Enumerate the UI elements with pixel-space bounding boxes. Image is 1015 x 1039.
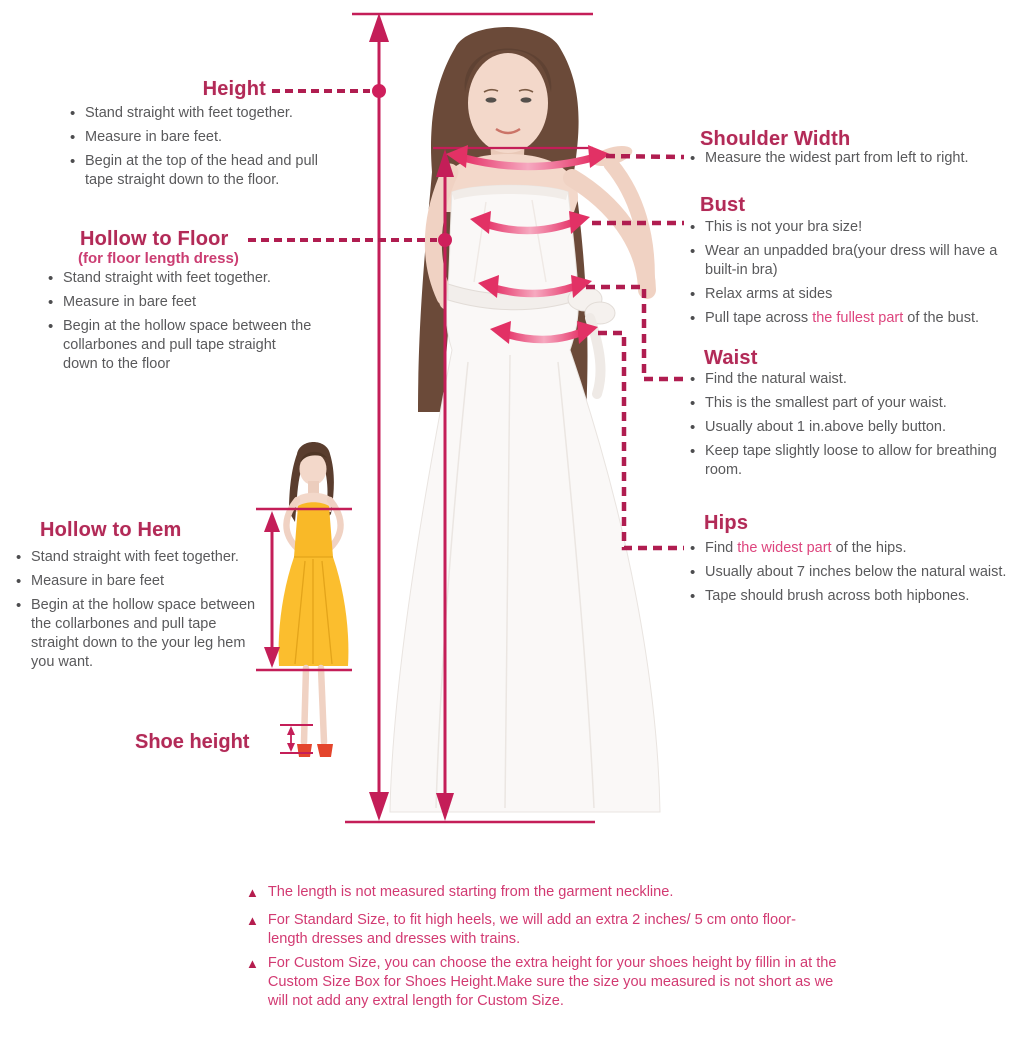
list-item: • Usually about 7 inches below the natural waist. [688,563,1010,582]
list-item: • Measure in bare feet [14,572,266,591]
list-item: • Begin at the hollow space between the collarbones and pull tape straight down to the your leg hem you want. [14,596,266,672]
hollow-to-floor-line [436,149,454,821]
footnote-1 [246,883,886,902]
height-bullets [68,104,330,195]
hollow-to-floor-title: Hollow to Floor [80,228,229,250]
bullet-text: of the hips. [831,540,907,556]
bullet-highlight-text: the widest part [737,540,832,556]
list-item: • Relax arms at sides [688,285,1012,304]
list-item: • This is not your bra size! [688,218,1012,237]
waist-arrow [478,275,592,298]
hollow-to-hem-bullets [14,548,266,677]
note-triangle-icon: ▲ [246,885,259,900]
hollow-to-hem-title: Hollow to Hem [40,519,182,541]
waist-title: Waist [704,347,758,369]
list-item: • Stand straight with feet together. [68,104,330,123]
hollow-to-hem-measure [256,509,352,670]
shoulder-width-title: Shoulder Width [700,128,851,150]
list-item: • Find the natural waist. [688,370,1008,389]
hollow-to-floor-subtitle: (for floor length dress) [78,250,239,267]
shoe-height-measure [280,725,313,753]
shoulder-connector [606,156,684,157]
list-item: • This is the smallest part of your waist. [688,394,1008,413]
bust-bullets [688,218,1012,333]
footnote-text: The length is not measured starting from the garment neckline. [267,884,674,900]
shoulder-width-bullets [688,149,1010,173]
bullet-text: Find [705,540,738,556]
list-item: • Tape should brush across both hipbones. [688,587,1010,606]
note-triangle-icon: ▲ [246,913,259,928]
bullet-text: Pull tape across [705,310,813,326]
shoe-height-title: Shoe height [135,731,250,753]
footnote-text: For Standard Size, to fit high heels, we will add an extra 2 inches/ 5 cm onto floor-length dresses and dresses with trains. [267,912,796,947]
note-triangle-icon: ▲ [246,956,259,971]
hips-connector [598,333,684,548]
list-item: • Keep tape slightly loose to allow for breathing room. [688,442,1008,480]
hips-bullets [688,539,1010,611]
bullet-highlight-text: the fullest part [812,310,904,326]
height-connector [272,84,386,98]
list-item: • Begin at the top of the head and pull tape straight down to the floor. [68,152,330,190]
hollow-to-floor-bullets [46,269,314,379]
list-item: • Usually about 1 in.above belly button. [688,418,1008,437]
list-item: • Wear an unpadded bra(your dress will have a built-in bra) [688,242,1012,280]
footnote-3 [246,954,846,1011]
list-item: • Measure the widest part from left to right. [688,149,1010,168]
footnote-text: For Custom Size, you can choose the extra height for your shoes height by fillin in at the Custom Size Box for Shoes Height.Make sure the size you measured is not short as we will not add any extral length for Custom Size. [267,955,837,1009]
height-title: Height [202,78,266,100]
list-item: • Begin at the hollow space between the collarbones and pull tape straight down to the floor [46,317,314,374]
bullet-text: of the bust. [903,310,980,326]
list-item: • Stand straight with feet together. [14,548,266,567]
hips-arrow [490,321,598,344]
waist-bullets [688,370,1008,485]
list-item [688,309,1012,328]
list-item [688,539,1010,558]
list-item: • Measure in bare feet. [68,128,330,147]
height-line [369,13,389,821]
bust-title: Bust [700,194,746,216]
hips-title: Hips [704,512,749,534]
hollow-to-floor-connector [248,233,452,247]
list-item: • Measure in bare feet [46,293,314,312]
bust-arrow [470,211,590,234]
footnote-2 [246,911,831,949]
list-item: • Stand straight with feet together. [46,269,314,288]
